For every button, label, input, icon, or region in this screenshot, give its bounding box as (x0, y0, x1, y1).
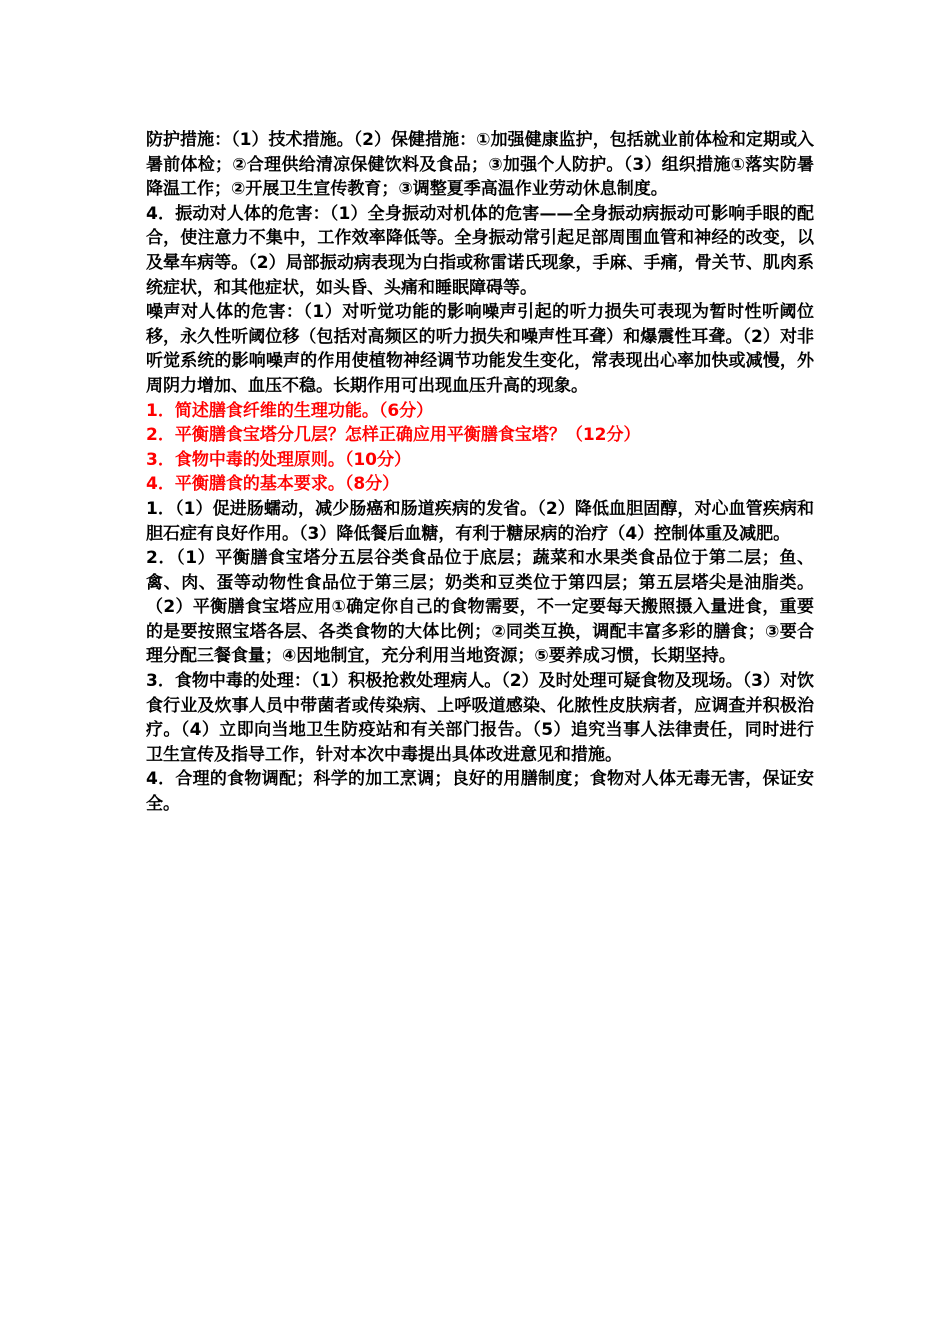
noise-hazards-paragraph: 噪声对人体的危害：（1）对听觉功能的影响噪声引起的听力损失可表现为暂时性听阈位移，永久性听阈位移（包括对高频区的听力损失和噪声性耳聋）和爆震性耳聋。（2）对非听觉系统的影响噪声的作用使植物神经调节功能发生变化，常表现出心率加快或减慢，外周阴力增加、血压不稳。长期作用可出现血压升高的现象。 (146, 302, 814, 396)
document-page (146, 128, 814, 817)
question-4: 4．平衡膳食的基本要求。（8分） (146, 474, 400, 495)
question-1: 1．简述膳食纤维的生理功能。（6分） (146, 400, 434, 421)
answer-2: 2．（1）平衡膳食宝塔分五层谷类食品位于底层；蔬菜和水果类食品位于第二层；鱼、禽、肉、蛋等动物性食品位于第三层；奶类和豆类位于第四层；第五层塔尖是油脂类。（2）平衡膳食宝塔应用①确定你自己的食物需要，不一定要每天搬照摄入量进食，重要的是要按照宝塔各层、各类食物的大体比例；②同类互换，调配丰富多彩的膳食；③要合理分配三餐食量；④因地制宜，充分利用当地资源；⑤要养成习惯，长期坚持。 (146, 548, 814, 667)
vibration-hazards-paragraph: 4．振动对人体的危害：（1）全身振动对机体的危害——全身振动病振动可影响手眼的配合，使注意力不集中，工作效率降低等。全身振动常引起足部周围血管和神经的改变，以及晕车病等。（2）局部振动病表现为白指或称雷诺氏现象，手麻、手痛，骨关节、肌肉系统症状，和其他症状，如头昏、头痛和睡眠障碍等。 (146, 203, 814, 298)
answer-4: 4．合理的食物调配；科学的加工烹调；良好的用膳制度；食物对人体无毒无害，保证安全。 (146, 769, 814, 815)
answer-1: 1．（1）促进肠蠕动，减少肠癌和肠道疾病的发省。（2）降低血胆固醇，对心血管疾病和胆石症有良好作用。（3）降低餐后血糖，有利于糖尿病的治疗（4）控制体重及减肥。 (146, 498, 814, 544)
question-3: 3．食物中毒的处理原则。（10分） (146, 449, 411, 470)
answer-3: 3．食物中毒的处理：（1）积极抢救处理病人。（2）及时处理可疑食物及现场。（3）对饮食行业及炊事人员中带菌者或传染病、上呼吸道感染、化脓性皮肤病者，应调查并积极治疗。（4）立即向当地卫生防疫站和有关部门报告。（5）追究当事人法律责任，同时进行卫生宣传及指导工作，针对本次中毒提出具体改进意见和措施。 (146, 671, 814, 765)
protective-measures-paragraph: 防护措施：（1）技术措施。（2）保健措施：①加强健康监护，包括就业前体检和定期或入暑前体检；②合理供给清凉保健饮料及食品；③加强个人防护。（3）组织措施①落实防暑降温工作；②开展卫生宣传教育；③调整夏季高温作业劳动休息制度。 (146, 130, 814, 200)
question-2: 2．平衡膳食宝塔分几层？怎样正确应用平衡膳食宝塔？（12分） (146, 425, 641, 446)
